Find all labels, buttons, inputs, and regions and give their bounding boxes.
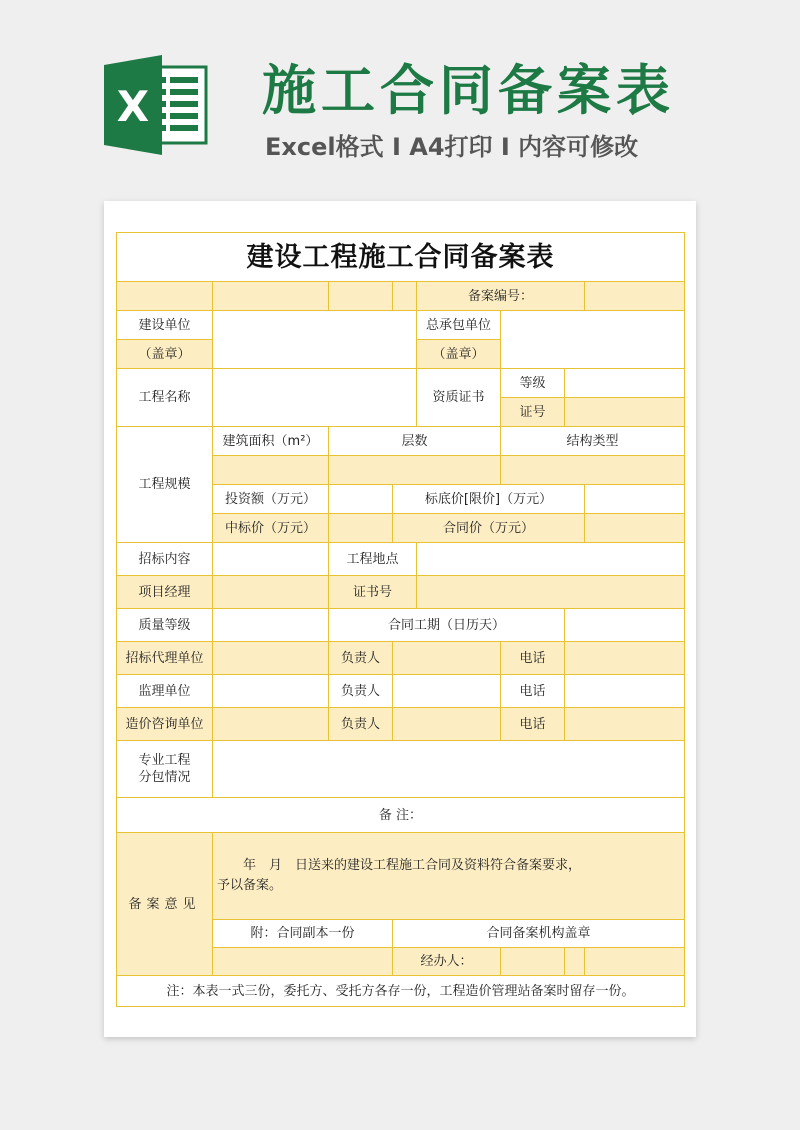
cert-no-value[interactable] xyxy=(417,576,685,609)
project-name-value[interactable] xyxy=(213,369,417,427)
form-title: 建设工程施工合同备案表 xyxy=(117,233,685,282)
record-no-label: 备案编号： xyxy=(417,282,585,311)
cost-phone-value[interactable] xyxy=(565,708,685,741)
subcontract-label xyxy=(117,741,213,798)
contract-price-value[interactable] xyxy=(585,514,685,543)
agency-phone-label: 电话 xyxy=(501,642,565,675)
investment-label: 投资额（万元） xyxy=(213,485,329,514)
footer-note: 注：本表一式三份，委托方、受托方各存一份，工程造价管理站备案时留存一份。 xyxy=(117,976,685,1007)
cost-phone-label: 电话 xyxy=(501,708,565,741)
supervisor-phone-value[interactable] xyxy=(565,675,685,708)
builder-value[interactable] xyxy=(213,311,417,369)
record-cell-b[interactable] xyxy=(213,282,329,311)
record-cell-c[interactable] xyxy=(329,282,393,311)
record-cell-d[interactable] xyxy=(393,282,417,311)
cost-consult-label: 造价咨询单位 xyxy=(117,708,213,741)
supervisor-label: 监理单位 xyxy=(117,675,213,708)
supervisor-person-label: 负责人 xyxy=(329,675,393,708)
area-label: 建筑面积（m²） xyxy=(213,427,329,456)
winning-bid-label: 中标价（万元） xyxy=(213,514,329,543)
record-cell-a[interactable] xyxy=(117,282,213,311)
agency-phone-value[interactable] xyxy=(565,642,685,675)
manager-value[interactable] xyxy=(213,576,329,609)
cert-no-label: 证书号 xyxy=(329,576,417,609)
record-form-table xyxy=(116,232,685,1007)
cost-person-value[interactable] xyxy=(393,708,501,741)
svg-text:X: X xyxy=(116,82,150,131)
opinion-line-2: 予以备案。 xyxy=(217,878,283,893)
banner-header xyxy=(0,0,800,195)
opinion-label: 备案意见 xyxy=(117,833,213,976)
bid-floor-value[interactable] xyxy=(585,485,685,514)
agency-value[interactable] xyxy=(213,642,329,675)
cost-person-label: 负责人 xyxy=(329,708,393,741)
cert-value[interactable] xyxy=(565,398,685,427)
opinion-text[interactable] xyxy=(213,833,685,920)
tender-content-value[interactable] xyxy=(213,543,329,576)
winning-bid-value[interactable] xyxy=(329,514,393,543)
subcontract-label-line2: 分包情况 xyxy=(138,770,191,785)
banner-subtitle: Excel格式 I A4打印 I 内容可修改 xyxy=(265,133,639,161)
qualification-label: 资质证书 xyxy=(417,369,501,427)
floors-value[interactable] xyxy=(329,456,501,485)
subcontract-value[interactable] xyxy=(213,741,685,798)
manager-label: 项目经理 xyxy=(117,576,213,609)
contract-price-label: 合同价（万元） xyxy=(393,514,585,543)
blank-cell xyxy=(213,948,393,976)
quality-value[interactable] xyxy=(213,609,329,642)
record-no-value[interactable] xyxy=(585,282,685,311)
attachment-label: 附：合同副本一份 xyxy=(213,920,393,948)
duration-label: 合同工期（日历天） xyxy=(329,609,565,642)
grade-label: 等级 xyxy=(501,369,565,398)
banner-title: 施工合同备案表 xyxy=(262,59,675,122)
contractor-seal-note: （盖章） xyxy=(417,340,501,369)
supervisor-person-value[interactable] xyxy=(393,675,501,708)
builder-seal-note: （盖章） xyxy=(117,340,213,369)
investment-value[interactable] xyxy=(329,485,393,514)
supervisor-phone-label: 电话 xyxy=(501,675,565,708)
handler-value[interactable] xyxy=(501,948,565,976)
bid-floor-label: 标底价[限价]（万元） xyxy=(393,485,585,514)
agency-person-label: 负责人 xyxy=(329,642,393,675)
agency-person-value[interactable] xyxy=(393,642,501,675)
subcontract-label-line1: 专业工程 xyxy=(138,753,191,768)
handler-extra-b[interactable] xyxy=(585,948,685,976)
site-value[interactable] xyxy=(417,543,685,576)
agency-label: 招标代理单位 xyxy=(117,642,213,675)
builder-label: 建设单位 xyxy=(117,311,213,340)
grade-value[interactable] xyxy=(565,369,685,398)
area-value[interactable] xyxy=(213,456,329,485)
cert-label: 证号 xyxy=(501,398,565,427)
remarks-label[interactable]: 备 注： xyxy=(117,798,685,833)
floors-label: 层数 xyxy=(329,427,501,456)
structure-label: 结构类型 xyxy=(501,427,685,456)
cost-consult-value[interactable] xyxy=(213,708,329,741)
scale-label: 工程规模 xyxy=(117,427,213,543)
general-contractor-value[interactable] xyxy=(501,311,685,369)
general-contractor-label: 总承包单位 xyxy=(417,311,501,340)
project-name-label: 工程名称 xyxy=(117,369,213,427)
tender-content-label: 招标内容 xyxy=(117,543,213,576)
opinion-line-1: 年 月 日送来的建设工程施工合同及资料符合备案要求， xyxy=(243,858,582,873)
duration-value[interactable] xyxy=(565,609,685,642)
handler-extra-a[interactable] xyxy=(565,948,585,976)
excel-icon xyxy=(104,55,208,155)
handler-label: 经办人： xyxy=(393,948,501,976)
seal-agency-label: 合同备案机构盖章 xyxy=(393,920,685,948)
site-label: 工程地点 xyxy=(329,543,417,576)
structure-value[interactable] xyxy=(501,456,685,485)
supervisor-value[interactable] xyxy=(213,675,329,708)
quality-label: 质量等级 xyxy=(117,609,213,642)
